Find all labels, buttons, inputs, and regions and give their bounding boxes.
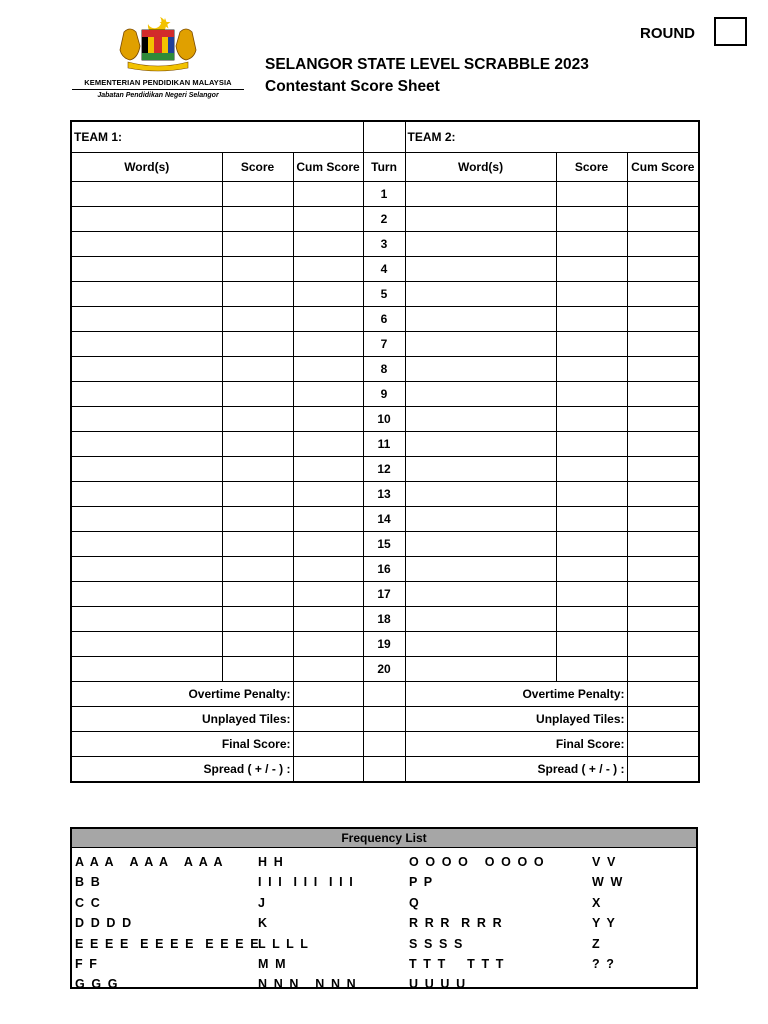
team2-score-cell[interactable] — [556, 457, 627, 482]
turn-number: 18 — [363, 607, 405, 632]
team1-word-cell[interactable] — [71, 357, 222, 382]
frequency-item: W W — [592, 875, 624, 890]
team2-cum-score-cell[interactable] — [627, 332, 699, 357]
team1-words-header: Word(s) — [71, 153, 222, 182]
page-subtitle: Contestant Score Sheet — [265, 78, 440, 95]
team2-score-cell[interactable] — [556, 582, 627, 607]
team1-score-cell[interactable] — [222, 507, 293, 532]
turn-number: 13 — [363, 482, 405, 507]
team2-score-cell[interactable] — [556, 607, 627, 632]
team2-name-field[interactable] — [405, 121, 699, 153]
turn-row — [71, 232, 699, 257]
team1-cum-score-cell[interactable] — [293, 182, 363, 207]
team1-score-cell[interactable] — [222, 482, 293, 507]
team1-score-cell[interactable] — [222, 532, 293, 557]
turn-header: Turn — [363, 153, 405, 182]
round-input-box[interactable] — [714, 17, 747, 46]
team2-word-cell[interactable] — [405, 232, 556, 257]
team1-word-cell[interactable] — [71, 232, 222, 257]
turn-number: 2 — [363, 207, 405, 232]
team2-score-cell[interactable] — [556, 632, 627, 657]
frequency-item: ? ? — [592, 956, 616, 971]
turn-row — [71, 457, 699, 482]
frequency-item: E E E E E E E E E E E E — [75, 936, 261, 951]
turn-number: 17 — [363, 582, 405, 607]
frequency-item: V V — [592, 855, 617, 869]
team2-score-cell[interactable] — [556, 407, 627, 432]
turn-row — [71, 582, 699, 607]
team2-final-field[interactable] — [627, 732, 699, 757]
team1-score-cell[interactable] — [222, 582, 293, 607]
frequency-item: Z — [592, 936, 602, 951]
team1-cum-score-cell[interactable] — [293, 557, 363, 582]
round-label: ROUND — [640, 25, 695, 42]
team2-word-cell[interactable] — [405, 457, 556, 482]
team2-word-cell[interactable] — [405, 182, 556, 207]
team1-word-cell[interactable] — [71, 457, 222, 482]
team1-score-cell[interactable] — [222, 432, 293, 457]
turn-number: 16 — [363, 557, 405, 582]
team1-overtime-field[interactable] — [293, 682, 363, 707]
team1-score-cell[interactable] — [222, 607, 293, 632]
team1-word-cell[interactable] — [71, 257, 222, 282]
team2-score-header: Score — [556, 153, 627, 182]
frequency-item: T T T T T T — [409, 956, 505, 971]
team1-unplayed-label: Unplayed Tiles: — [71, 707, 293, 732]
team1-final-field[interactable] — [293, 732, 363, 757]
turn-row — [71, 382, 699, 407]
frequency-item: Y Y — [592, 916, 617, 931]
turn-number: 14 — [363, 507, 405, 532]
team1-cum-score-cell[interactable] — [293, 357, 363, 382]
team1-cum-score-cell[interactable] — [293, 282, 363, 307]
team-row — [71, 121, 699, 153]
team1-score-cell[interactable] — [222, 382, 293, 407]
team1-cum-score-cell[interactable] — [293, 582, 363, 607]
unplayed-spacer — [363, 707, 405, 732]
team2-word-cell[interactable] — [405, 432, 556, 457]
team2-score-cell[interactable] — [556, 482, 627, 507]
team1-score-cell[interactable] — [222, 457, 293, 482]
score-table — [70, 120, 700, 783]
team1-cum-score-cell[interactable] — [293, 532, 363, 557]
team1-word-cell[interactable] — [71, 532, 222, 557]
team2-cum-score-cell[interactable] — [627, 482, 699, 507]
turn-row — [71, 182, 699, 207]
frequency-item: H H — [258, 855, 285, 869]
team1-score-cell[interactable] — [222, 557, 293, 582]
turn-number: 19 — [363, 632, 405, 657]
turn-number: 11 — [363, 432, 405, 457]
spread-row — [71, 757, 699, 783]
team2-spread-label: Spread ( + / - ) : — [405, 757, 627, 783]
team1-word-cell[interactable] — [71, 507, 222, 532]
team1-cum-score-cell[interactable] — [293, 632, 363, 657]
team1-word-cell[interactable] — [71, 632, 222, 657]
ministry-name: KEMENTERIAN PENDIDIKAN MALAYSIA — [84, 78, 232, 87]
team2-cum-score-header: Cum Score — [627, 153, 699, 182]
team2-score-cell[interactable] — [556, 207, 627, 232]
team2-score-cell[interactable] — [556, 307, 627, 332]
team1-name-field[interactable] — [71, 121, 363, 153]
team2-word-cell[interactable] — [405, 257, 556, 282]
turn-row — [71, 357, 699, 382]
team1-score-cell[interactable] — [222, 632, 293, 657]
frequency-item: D D D D — [75, 916, 133, 931]
team1-cum-score-cell[interactable] — [293, 457, 363, 482]
team1-cum-score-cell[interactable] — [293, 207, 363, 232]
team2-word-cell[interactable] — [405, 407, 556, 432]
spread-spacer — [363, 757, 405, 783]
team1-spread-label: Spread ( + / - ) : — [71, 757, 293, 783]
frequency-item: S S S S — [409, 936, 464, 951]
team2-score-cell[interactable] — [556, 382, 627, 407]
turn-number: 20 — [363, 657, 405, 682]
team1-final-label: Final Score: — [71, 732, 293, 757]
turn-number: 4 — [363, 257, 405, 282]
team2-cum-score-cell[interactable] — [627, 632, 699, 657]
turn-row — [71, 507, 699, 532]
turn-number: 6 — [363, 307, 405, 332]
team2-cum-score-cell[interactable] — [627, 582, 699, 607]
turn-number: 9 — [363, 382, 405, 407]
team2-overtime-field[interactable] — [627, 682, 699, 707]
team2-word-cell[interactable] — [405, 332, 556, 357]
turn-number: 5 — [363, 282, 405, 307]
team2-word-cell[interactable] — [405, 482, 556, 507]
final-spacer — [363, 732, 405, 757]
team2-word-cell[interactable] — [405, 382, 556, 407]
team1-cum-score-cell[interactable] — [293, 657, 363, 682]
turn-row — [71, 607, 699, 632]
team2-word-cell[interactable] — [405, 557, 556, 582]
team-row-spacer — [363, 121, 405, 153]
team1-word-cell[interactable] — [71, 182, 222, 207]
team1-label: TEAM 1: — [74, 130, 122, 144]
team2-word-cell[interactable] — [405, 632, 556, 657]
frequency-item: X — [592, 895, 602, 910]
frequency-item: K — [258, 916, 269, 931]
team1-cum-score-cell[interactable] — [293, 382, 363, 407]
team2-cum-score-cell[interactable] — [627, 557, 699, 582]
team1-word-cell[interactable] — [71, 482, 222, 507]
team2-score-cell[interactable] — [556, 532, 627, 557]
team1-spread-field[interactable] — [293, 757, 363, 783]
turn-number: 3 — [363, 232, 405, 257]
team2-cum-score-cell[interactable] — [627, 457, 699, 482]
turn-row — [71, 307, 699, 332]
frequency-item: G G G — [75, 977, 120, 992]
coat-of-arms-icon — [118, 14, 198, 72]
frequency-item: U U U U — [409, 977, 467, 992]
team2-word-cell[interactable] — [405, 532, 556, 557]
team2-unplayed-label: Unplayed Tiles: — [405, 707, 627, 732]
turn-row — [71, 332, 699, 357]
team2-score-cell[interactable] — [556, 357, 627, 382]
team2-score-cell[interactable] — [556, 282, 627, 307]
team1-word-cell[interactable] — [71, 582, 222, 607]
frequency-column-3 — [409, 852, 545, 995]
team2-cum-score-cell[interactable] — [627, 507, 699, 532]
team1-cum-score-cell[interactable] — [293, 407, 363, 432]
team2-cum-score-cell[interactable] — [627, 307, 699, 332]
turn-row — [71, 532, 699, 557]
team1-word-cell[interactable] — [71, 282, 222, 307]
team2-cum-score-cell[interactable] — [627, 532, 699, 557]
frequency-item: N N N N N N — [258, 977, 358, 992]
team1-cum-score-cell[interactable] — [293, 232, 363, 257]
frequency-item: B B — [75, 875, 102, 890]
team1-score-cell[interactable] — [222, 282, 293, 307]
team2-cum-score-cell[interactable] — [627, 282, 699, 307]
team1-score-cell[interactable] — [222, 407, 293, 432]
turn-number: 10 — [363, 407, 405, 432]
ministry-logo — [72, 14, 244, 100]
column-header-row — [71, 153, 699, 182]
team1-score-cell[interactable] — [222, 332, 293, 357]
team2-score-cell[interactable] — [556, 657, 627, 682]
team1-cum-score-cell[interactable] — [293, 607, 363, 632]
turn-row — [71, 282, 699, 307]
team2-cum-score-cell[interactable] — [627, 407, 699, 432]
team1-score-cell[interactable] — [222, 657, 293, 682]
team1-score-cell[interactable] — [222, 182, 293, 207]
turn-number: 7 — [363, 332, 405, 357]
team2-cum-score-cell[interactable] — [627, 657, 699, 682]
team2-cum-score-cell[interactable] — [627, 607, 699, 632]
team2-word-cell[interactable] — [405, 507, 556, 532]
overtime-spacer — [363, 682, 405, 707]
team2-score-cell[interactable] — [556, 232, 627, 257]
turn-row — [71, 432, 699, 457]
team1-word-cell[interactable] — [71, 382, 222, 407]
team1-word-cell[interactable] — [71, 207, 222, 232]
frequency-item: Q — [409, 895, 421, 910]
frequency-list — [70, 827, 698, 992]
frequency-item: I I I I I I I I I — [258, 875, 355, 890]
team2-score-cell[interactable] — [556, 432, 627, 457]
team2-score-cell[interactable] — [556, 257, 627, 282]
team2-score-cell[interactable] — [556, 507, 627, 532]
final-score-row — [71, 732, 699, 757]
frequency-item: R R R R R R — [409, 916, 504, 931]
team1-score-cell[interactable] — [222, 207, 293, 232]
team2-word-cell[interactable] — [405, 207, 556, 232]
frequency-item: P P — [409, 875, 434, 890]
team1-word-cell[interactable] — [71, 557, 222, 582]
team2-word-cell[interactable] — [405, 657, 556, 682]
team2-cum-score-cell[interactable] — [627, 207, 699, 232]
team2-word-cell[interactable] — [405, 357, 556, 382]
team2-word-cell[interactable] — [405, 307, 556, 332]
frequency-item: A A A A A A A A A — [75, 855, 225, 869]
frequency-item: M M — [258, 956, 288, 971]
turn-row — [71, 657, 699, 682]
team2-cum-score-cell[interactable] — [627, 257, 699, 282]
logo-divider — [72, 89, 244, 90]
frequency-column-2 — [258, 852, 357, 995]
frequency-column-4 — [592, 852, 624, 974]
team2-unplayed-field[interactable] — [627, 707, 699, 732]
team2-cum-score-cell[interactable] — [627, 382, 699, 407]
unplayed-row — [71, 707, 699, 732]
team2-score-cell[interactable] — [556, 182, 627, 207]
team2-score-cell[interactable] — [556, 332, 627, 357]
team1-cum-score-cell[interactable] — [293, 307, 363, 332]
turn-number: 15 — [363, 532, 405, 557]
team1-score-cell[interactable] — [222, 307, 293, 332]
team1-cum-score-cell[interactable] — [293, 332, 363, 357]
turn-number: 1 — [363, 182, 405, 207]
team1-word-cell[interactable] — [71, 607, 222, 632]
frequency-item: C C — [75, 895, 102, 910]
frequency-item: F F — [75, 956, 99, 971]
overtime-row — [71, 682, 699, 707]
team1-score-header: Score — [222, 153, 293, 182]
team1-overtime-label: Overtime Penalty: — [71, 682, 293, 707]
team1-word-cell[interactable] — [71, 407, 222, 432]
team1-cum-score-cell[interactable] — [293, 432, 363, 457]
team2-spread-field[interactable] — [627, 757, 699, 783]
frequency-item: O O O O O O O O — [409, 855, 546, 869]
team1-score-cell[interactable] — [222, 257, 293, 282]
team1-cum-score-header: Cum Score — [293, 153, 363, 182]
frequency-item: L L L L — [258, 936, 310, 951]
team1-word-cell[interactable] — [71, 307, 222, 332]
team1-word-cell[interactable] — [71, 432, 222, 457]
turn-row — [71, 257, 699, 282]
team2-cum-score-cell[interactable] — [627, 182, 699, 207]
department-name: Jabatan Pendidikan Negeri Selangor — [97, 92, 219, 99]
team1-word-cell[interactable] — [71, 332, 222, 357]
team1-score-cell[interactable] — [222, 357, 293, 382]
team1-unplayed-field[interactable] — [293, 707, 363, 732]
frequency-list-title: Frequency List — [72, 829, 696, 848]
team1-score-cell[interactable] — [222, 232, 293, 257]
frequency-column-1 — [75, 852, 260, 995]
team2-cum-score-cell[interactable] — [627, 232, 699, 257]
team2-score-cell[interactable] — [556, 557, 627, 582]
team1-cum-score-cell[interactable] — [293, 507, 363, 532]
turn-row — [71, 207, 699, 232]
team2-word-cell[interactable] — [405, 282, 556, 307]
frequency-item: J — [258, 895, 267, 910]
team2-cum-score-cell[interactable] — [627, 432, 699, 457]
turn-row — [71, 557, 699, 582]
page-title: SELANGOR STATE LEVEL SCRABBLE 2023 — [265, 56, 589, 73]
turn-row — [71, 632, 699, 657]
turn-number: 12 — [363, 457, 405, 482]
team2-words-header: Word(s) — [405, 153, 556, 182]
turn-row — [71, 482, 699, 507]
team2-word-cell[interactable] — [405, 607, 556, 632]
turn-row — [71, 407, 699, 432]
team1-word-cell[interactable] — [71, 657, 222, 682]
turn-number: 8 — [363, 357, 405, 382]
team2-overtime-label: Overtime Penalty: — [405, 682, 627, 707]
team1-cum-score-cell[interactable] — [293, 482, 363, 507]
team2-final-label: Final Score: — [405, 732, 627, 757]
team2-label: TEAM 2: — [407, 130, 456, 144]
team1-cum-score-cell[interactable] — [293, 257, 363, 282]
team2-word-cell[interactable] — [405, 582, 556, 607]
team2-cum-score-cell[interactable] — [627, 357, 699, 382]
